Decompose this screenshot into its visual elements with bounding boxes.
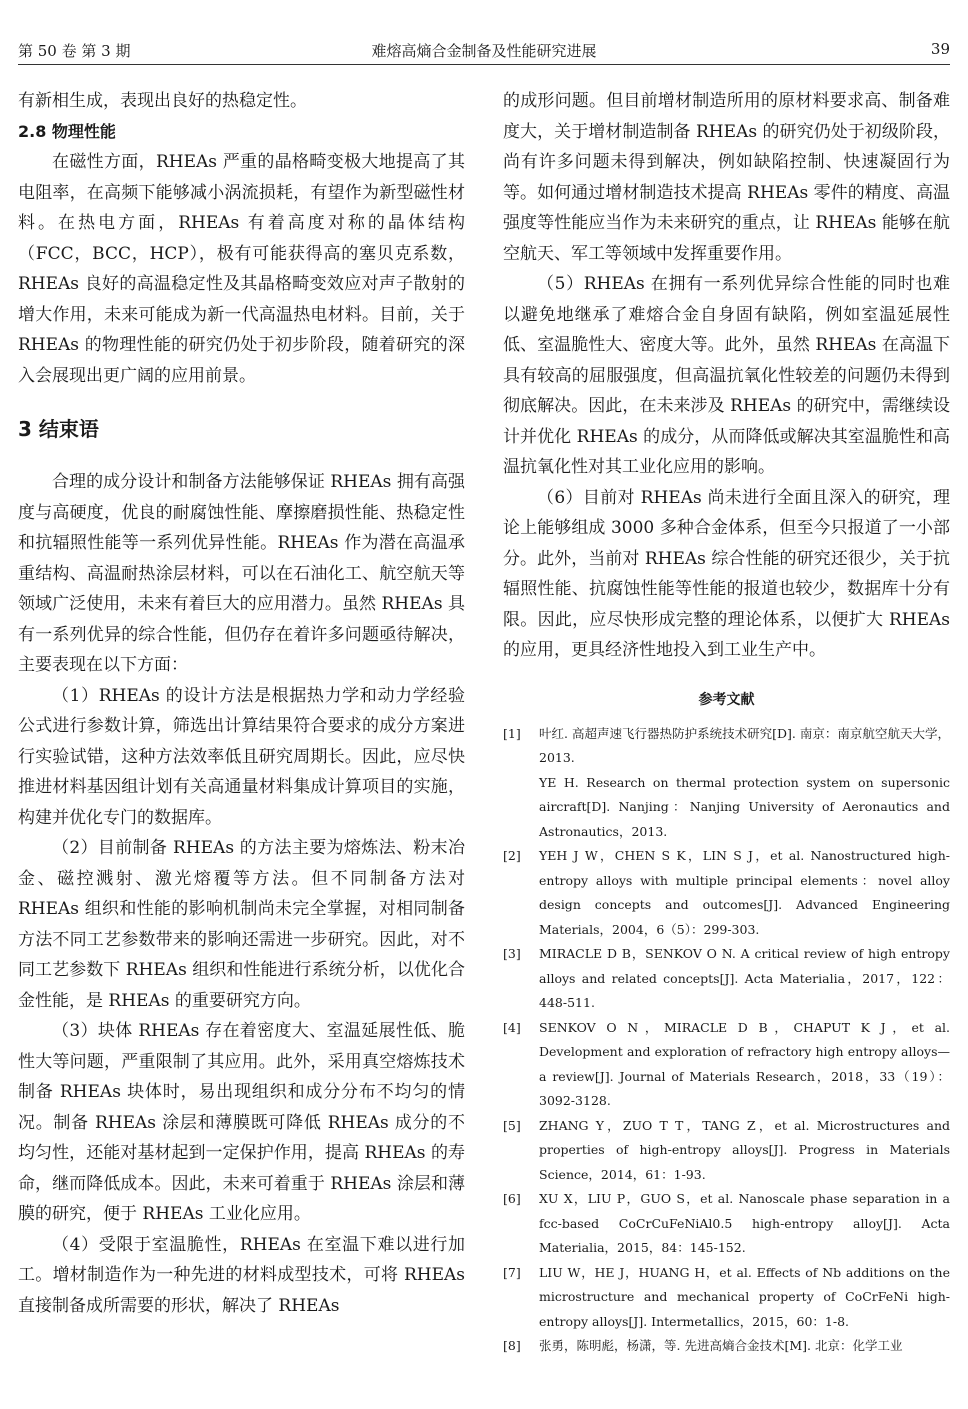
paragraph: （5）RHEAs 在拥有一系列优异综合性能的同时也难以避免地继承了难熔合金自身固有缺陷，例如室温延展性低、室温脆性大、密度大等。此外，虽然 RHEAs 在高温下具有较高的屈服强度，但高温抗氧化性较差的问题仍未得到彻底解决。因此，在未来涉及 RHEAs 的研究中，需继续设计并优化 RHEAs 的成分，从而降低或解决其室温脆性和高温抗氧化性对其工业化应用的影响。 xyxy=(503,274,950,477)
reference-item xyxy=(503,1187,950,1261)
paragraph-continued: 的成形问题。但目前增材制造所用的原材料要求高、制备难度大，关于增材制造制备 RHEAs 的研究仍处于初级阶段，尚有许多问题未得到解决，例如缺陷控制、快速凝固行为等。如何通过增材制造技术提高 RHEAs 零件的精度、高温强度等性能应当作为未来研究的重点，让 RHEAs 能够在航空航天、军工等领域中发挥重要作用。 xyxy=(503,91,950,264)
paragraph: （1）RHEAs 的设计方法是根据热力学和动力学经验公式进行参数计算，筛选出计算结果符合要求的成分方案进行实验试错，这种方法效率低且研究周期长。因此，应尽快推进材料基因组计划有关高通量材料集成计算项目的实施，构建并优化专门的数据库。 xyxy=(18,685,465,828)
reference-item xyxy=(503,1261,950,1335)
paragraph: （3）块体 RHEAs 存在着密度大、室温延展性低、脆性大等问题，严重限制了其应用。此外，采用真空熔炼技术制备 RHEAs 块体时，易出现组织和成分分布不均匀的情况。制备 RHEAs 涂层和薄膜既可降低 RHEAs 成分的不均匀性，还能对基材起到一定保护作用，提高 RHEAs 的寿命，继而降低成本。因此，未来可着重于 RHEAs 涂层和薄膜的研究，便于 RHEAs 工业化应用。 xyxy=(18,1021,465,1224)
reference-item xyxy=(503,1016,950,1114)
reference-number: [2] xyxy=(503,848,521,863)
reference-text: SENKOV O N，MIRACLE D B，CHAPUT K J，et al. Development and exploration of refractory high entropy alloys—a review[J]. Journal of Materials Research，2018，33（19）：3092-3128. xyxy=(539,1019,950,1108)
running-title: 难熔高熵合金制备及性能研究进展 xyxy=(371,42,597,60)
reference-number: [3] xyxy=(503,946,521,961)
reference-text: LIU W，HE J，HUANG H，et al. Effects of Nb additions on the microstructure and mechanical property of CoCrFeNi high-entropy alloys[J]. Intermetallics，2015，60：1-8. xyxy=(539,1264,950,1329)
paragraph: 合理的成分设计和制备方法能够保证 RHEAs 拥有高强度与高硬度，优良的耐腐蚀性能、摩擦磨损性能、热稳定性和抗辐照性能等一系列优异性能。RHEAs 作为潜在高温承重结构、高温耐热涂层材料，可以在石油化工、航空航天等领域广泛使用，未来有着巨大的应用潜力。虽然 RHEAs 具有一系列优异的综合性能，但仍存在着许多问题亟待解决，主要表现在以下方面： xyxy=(18,472,465,675)
reference-text: 叶红. 高超声速飞行器热防护系统技术研究[D]. 南京：南京航空航天大学，2013. xyxy=(539,725,950,765)
reference-text: MIRACLE D B，SENKOV O N. A critical review of high entropy alloys and related concepts[J]. Acta Materialia，2017，122：448-511. xyxy=(539,946,950,1010)
reference-number: [1] xyxy=(503,725,521,741)
reference-text: 张勇，陈明彪，杨潇，等. 先进高熵合金技术[M]. 北京：化学工业 xyxy=(539,1338,903,1353)
page-number: 39 xyxy=(930,40,950,58)
left-column xyxy=(18,86,465,1321)
reference-number: [8] xyxy=(503,1338,521,1353)
reference-item xyxy=(503,1114,950,1188)
reference-text: XU X，LIU P，GUO S，et al. Nanoscale phase separation in a fcc-based CoCrCuFeNiAl0.5 high-entropy alloy[J]. Acta Materialia，2015，84：145-152. xyxy=(539,1191,950,1255)
reference-item xyxy=(503,722,950,845)
reference-item xyxy=(503,942,950,1016)
reference-translation: YE H. Research on thermal protection system on supersonic aircraft[D]. Nanjing：Nanjing University of Aeronautics and Astronautics，2013. xyxy=(539,774,950,839)
reference-list xyxy=(503,722,950,1359)
reference-number: [7] xyxy=(503,1264,521,1280)
running-header xyxy=(18,38,950,65)
reference-number: [5] xyxy=(503,1117,521,1133)
reference-item xyxy=(503,1334,950,1359)
references-heading: 参考文献 xyxy=(698,691,755,708)
right-column xyxy=(503,86,950,1359)
reference-number: [6] xyxy=(503,1191,521,1206)
reference-text: YEH J W，CHEN S K，LIN S J，et al. Nanostructured high-entropy alloys with multiple principal elements：novel alloy design concepts and outcomes[J]. Advanced Engineering Materials，2004，6（5）：299-303. xyxy=(539,848,950,937)
paragraph: （6）目前对 RHEAs 尚未进行全面且深入的研究，理论上能够组成 3000 多种合金体系，但至今只报道了一小部分。此外，当前对 RHEAs 综合性能的研究还很少，关于抗辐照性能、抗腐蚀性能等性能的报道也较少，数据库十分有限。因此，应尽快形成完整的理论体系，以便扩大 RHEAs 的应用，更具经济性地投入到工业生产中。 xyxy=(503,487,950,660)
section-heading: 3 结束语 xyxy=(18,417,99,441)
paragraph: 在磁性方面，RHEAs 严重的晶格畸变极大地提高了其电阻率，在高频下能够减小涡流损耗，有望作为新型磁性材料。在热电方面，RHEAs 有着高度对称的晶体结构（FCC，BCC，HCP），极有可能获得高的塞贝克系数，RHEAs 良好的高温稳定性及其晶格畸变效应对声子散射的增大作用，未来可能成为新一代高温热电材料。目前，关于 RHEAs 的物理性能的研究仍处于初步阶段，随着研究的深入会展现出更广阔的应用前景。 xyxy=(18,152,465,386)
paragraph: （4）受限于室温脆性，RHEAs 在室温下难以进行加工。增材制造作为一种先进的材料成型技术，可将 RHEAs 直接制备成所需要的形状，解决了 RHEAs xyxy=(18,1234,465,1316)
subsection-heading: 2.8 物理性能 xyxy=(18,121,116,141)
reference-number: [4] xyxy=(503,1019,521,1035)
paragraph-continued: 有新相生成，表现出良好的热稳定性。 xyxy=(18,91,307,111)
journal-issue: 第 50 卷 第 3 期 xyxy=(18,42,131,60)
reference-item xyxy=(503,844,950,942)
paragraph: （2）目前制备 RHEAs 的方法主要为熔炼法、粉末冶金、磁控溅射、激光熔覆等方法。但不同制备方法对 RHEAs 组织和性能的影响机制尚未完全掌握，对相同制备方法不同工艺参数带来的影响还需进一步研究。因此，对不同工艺参数下 RHEAs 组织和性能进行系统分析，以优化合金性能，是 RHEAs 的重要研究方向。 xyxy=(18,838,465,1011)
reference-text: ZHANG Y，ZUO T T，TANG Z，et al. Microstructures and properties of high-entropy alloys[J]. Progress in Materials Science，2014，61：1-93. xyxy=(539,1117,950,1182)
